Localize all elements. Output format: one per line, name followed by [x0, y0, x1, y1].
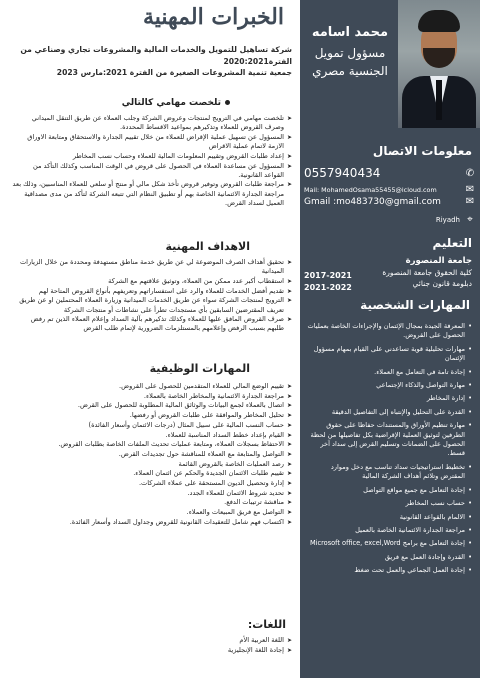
- job-skill-item: ➤ اكتساب فهم شامل للتعقيدات القانونية للقروض وجداول السداد وأسعار الفائدة.: [12, 518, 292, 527]
- goal-item: ➤ تحقيق أهداف الصرف الموضوعة لي عن طريق خدمة مناطق مستهدفة ومحددة من خلال الزيارات الميدانية: [12, 258, 292, 276]
- job-skill-item: ➤ تحليل المخاطر والموافقة على طلبات القروض أو رفضها.: [12, 411, 292, 420]
- mail-icon: ✉: [465, 184, 475, 195]
- skill-item: • القدرة على التحليل والإنتباه إلى التفاصيل الدقيقة: [306, 408, 472, 417]
- skill-item: • مهارات تحليلية قوية تساعدني على القيام بمهام مسؤول الإئتمان: [306, 345, 472, 364]
- goal-item: ➤ صرف القروض المافق عليها للعملاء وكذلك تذكيرهم بآلية السداد وإعلام العملاء الذين تم رفض طلبهم بسبب الرفض وإعلامهم بالمستلزمات الضرورية لإتمام طلب القرض: [12, 315, 292, 333]
- skill-item: • مهارة التواصل والذكاء الإجتماعي: [306, 381, 472, 390]
- task-item: ➤ تلخصت مهامي في الترويج لمنتجات وعروض الشركة وجلب العملاء عن طريق التنقل الميداني وصرف القروض للعملاء وتذكيرهم بمواعيد الاقساط المحددة.: [12, 114, 292, 132]
- university-name: جامعة المنصورة: [405, 256, 472, 266]
- bullet-dot-icon: [225, 100, 230, 105]
- education-year: 2021-2022: [304, 283, 352, 292]
- identity-block: [300, 24, 400, 80]
- skill-item: • إجادة التعامل مع برامج Microsoft office, excel,Word: [306, 539, 472, 548]
- contact-heading: معلومات الاتصال: [372, 144, 472, 158]
- task-item: ➤ المسؤول عن تسهيل عملية الإقراض للعملاء من خلال تقييم الجدارة والاستحقاق ومتابعة الاوراق الازمة لاتمام عملية الاقراض: [12, 133, 292, 151]
- job-skills-list: [12, 382, 292, 528]
- job-skill-item: ➤ اتصال بالعملاء لجمع البيانات والوثائق المالية المطلوبة للحصول على القرض.: [12, 401, 292, 410]
- goals-heading: الاهداف المهنية: [165, 240, 250, 253]
- job-skill-item: ➤ حساب النسب المالية على سبيل المثال (درجات الائتمان وأسعار الفائدة): [12, 421, 292, 430]
- job-skill-item: ➤ تقييم طلبات الائتمان الجديدة والحكم عن ائتمان العملاء.: [12, 469, 292, 478]
- tasks-heading: [122, 98, 230, 108]
- goals-list: [12, 258, 292, 334]
- skill-item: • حساب نسب المخاطر: [306, 499, 472, 508]
- location-row: [304, 214, 476, 225]
- phone-row: [304, 166, 476, 180]
- skill-item: • القدرة وإجادة العمل مع فريق: [306, 553, 472, 562]
- email-primary: Mail: MohamedOsama55455@icloud.com: [304, 185, 437, 194]
- task-item: ➤ إعداد طلبات القروض وتقييم المعلومات المالية للعملاء وحساب نسب المخاطر: [12, 152, 292, 161]
- experience-list: [12, 44, 292, 79]
- job-skill-item: ➤ مناقشة ترتيبات الدفع.: [12, 498, 292, 507]
- phone-icon: ✆: [465, 167, 475, 179]
- education-heading: التعليم: [432, 236, 472, 250]
- email-secondary: Gmail :mo483730@gmail.com: [304, 196, 441, 207]
- email-secondary-row: [304, 196, 476, 207]
- goal-item: ➤ الترويج لمنتجات الشركة سواء عن طريق الخدمات الميدانية وزيارة العملاء المحتملين او عن طريق تعريف المقترضين السابقين بأي مستجدات تطرأ على نشاطات أو منتجات الشركة: [12, 296, 292, 314]
- location-text: Riyadh: [435, 215, 460, 224]
- skill-item: • مراجعة الجدارة الائتمانية الخاصة بالعميل: [306, 526, 472, 535]
- job-skill-item: ➤ إدارة وتحصيل الديون المستحقة على عملاء الشركات.: [12, 479, 292, 488]
- education-years: [304, 270, 352, 294]
- skill-item: • الالمام بالقواعد القانونية: [306, 513, 472, 522]
- job-skills-heading: المهارات الوظيفية: [149, 362, 250, 375]
- job-skill-item: ➤ رصد العمليات الخاصة بالقروض القائمة: [12, 460, 292, 469]
- skill-item: • المعرفة الجيدة بمجال الإئتمان والإجراءات الخاصة بعمليات الحصول على القروض.: [306, 322, 472, 341]
- skill-item: • مهارة تنظيم الأوراق والمستندات حفاظا على حقوق الطرفين لتوثيق العملية الإقراضية بكل تفاصيلها من لحظة الحصول على الضمانات وتسليم القرض إلى سداد آخر قسط.: [306, 421, 472, 459]
- language-item: ➤ إجادة اللغة الإنجليزية: [12, 646, 292, 655]
- job-skill-item: ➤ القيام بإعداد خطط السداد المناسبة للعملاء.: [12, 431, 292, 440]
- job-skill-item: ➤ مراجعة الجدارة الائتمانية والمخاطر الخاصة بالعملاء.: [12, 392, 292, 401]
- email-primary-row: [304, 184, 476, 195]
- page-title: الخبرات المهنية: [142, 4, 284, 30]
- tasks-heading-label: تلخصت مهامي كالتالي: [121, 98, 221, 108]
- personal-skills-heading: المهارات الشخصية: [360, 298, 470, 312]
- sidebar: [300, 0, 480, 678]
- experience-item: جمعية تنمية المشروعات الصغيرة من الفترة 2021:مارس 2023: [56, 68, 292, 77]
- location-pin-icon: ⌖: [467, 214, 473, 225]
- skill-item: • إدارة المخاطر: [306, 394, 472, 403]
- goal-item: ➤ تقديم أفضل الخدمات للعملاء والرد على استفساراتهم وتعريفهم بأنواع القروض المتاحة لهم: [12, 287, 292, 296]
- experience-item: شركة تساهيل للتمويل والخدمات المالية والمشروعات تجاري وصناعي من الفترة2020:2021: [20, 45, 292, 66]
- task-item: ➤ مراجعة طلبات القروض وتوفير قروض تأخذ شكل مالي أو منتج أو سلعي للعملاء المناسبين، وذلك بعد مراجعة الجدارة الائتمانية الخاصة بهم أو تطبيق النظام التي تتبعه الشركة لتأكد من مدى مصداقية العميل لسداد القرض.: [12, 180, 292, 208]
- education-year: 2017-2021: [304, 271, 352, 280]
- phone-number: 0557940434: [304, 166, 381, 180]
- skill-item: • تخطيط استراتيجيات سداد تناسب مع دخل وموارد المقترض وتلائم أهداف الشركة المالية: [306, 463, 472, 482]
- skill-item: • إجادة التعامل مع جميع مواقع التواصل: [306, 486, 472, 495]
- mail-icon: ✉: [465, 196, 475, 207]
- task-item: ➤ المسؤول عن مساعدة العملاء في الحصول على قروض في الوقت المناسب وكذلك التأكد من القواعد القانونية.: [12, 162, 292, 180]
- job-skill-item: ➤ التواصل مع فريق المبيعات والعملاء.: [12, 508, 292, 517]
- person-name: محمد اسامه: [311, 25, 389, 40]
- profile-photo: [398, 0, 480, 128]
- person-role: مسؤول تمويل: [314, 46, 386, 60]
- job-skill-item: ➤ الاحتفاظ بسجلات العملاء، ومتابعة عمليات تحديث الملفات الخاصة بطلبات القروض.: [12, 440, 292, 449]
- languages-list: [12, 636, 292, 655]
- job-skill-item: ➤ تقييم الوضع المالي للعملاء المتقدمين للحصول على القروض.: [12, 382, 292, 391]
- language-item: ➤ اللغة العربية الأم: [12, 636, 292, 645]
- job-skill-item: ➤ التواصل والمتابعة مع العملاء للمناقشة حول تجديدات القرض.: [12, 450, 292, 459]
- skill-item: • إجادة تامة في التعامل مع العملاء.: [306, 368, 472, 377]
- tasks-list: [12, 114, 292, 209]
- person-nationality: الجنسية مصري: [312, 64, 388, 78]
- personal-skills-list: [306, 322, 472, 580]
- skill-item: • إجادة العمل الجماعي والعمل تحت ضغط: [306, 566, 472, 575]
- degree-line: دبلومة قانون جنائي: [412, 279, 472, 288]
- job-skill-item: ➤ تحديد شروط الائتمان للعملاء الجدد.: [12, 489, 292, 498]
- degree-line: كلية الحقوق جامعة المنصورة: [382, 268, 472, 277]
- goal-item: ➤ استقطاب أكبر عدد ممكن من العملاء، وتوثيق علاقتهم مع الشركة: [12, 277, 292, 286]
- languages-heading: اللغات:: [247, 618, 286, 631]
